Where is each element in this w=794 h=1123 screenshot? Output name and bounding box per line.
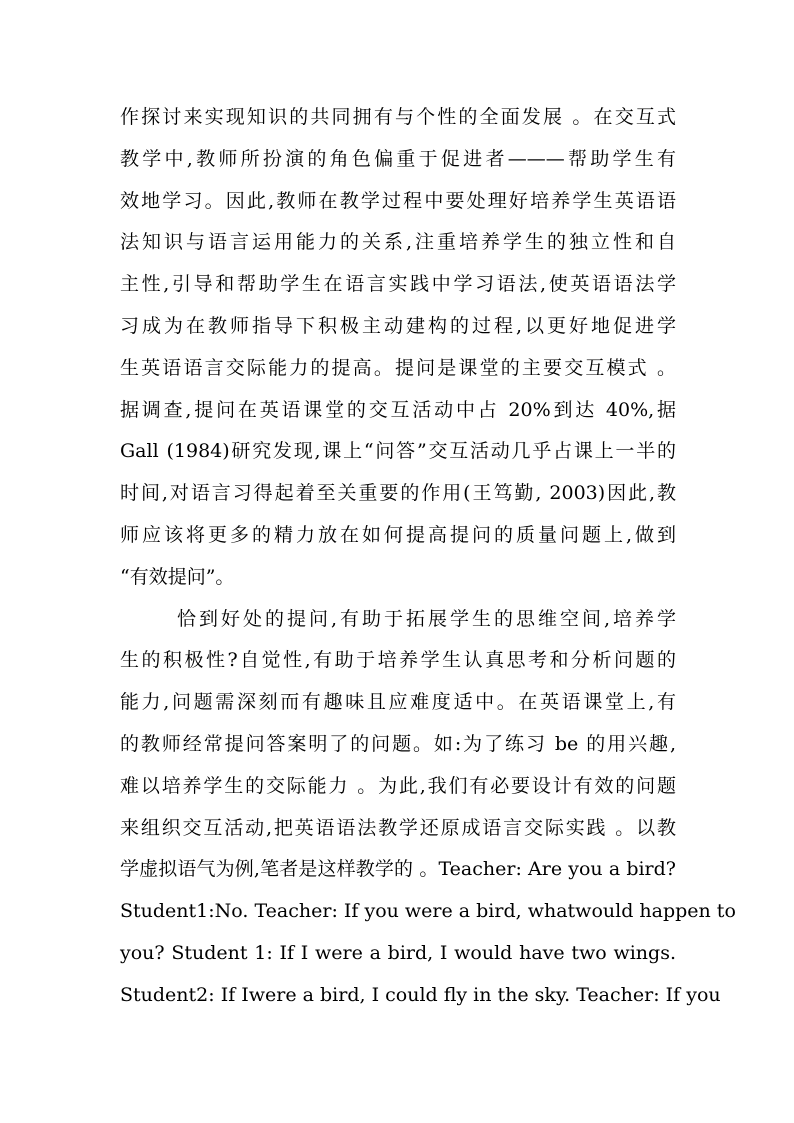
text-line: 法知识与语言运用能力的关系,注重培养学生的独立性和自	[120, 231, 676, 254]
text-line: 的教师经常提问答案明了的问题。如:为了练习 be 的用兴趣,	[120, 732, 676, 755]
text-line: “有效提问”。	[120, 565, 235, 588]
text-line: 习成为在教师指导下积极主动建构的过程,以更好地促进学	[120, 314, 676, 337]
text-line: 学虚拟语气为例,笔者是这样教学的 。Teacher: Are you a bird?	[120, 858, 676, 881]
text-line: 时间,对语言习得起着至关重要的作用(王笃勤, 2003)因此,教	[120, 482, 676, 505]
text-line: 来组织交互活动,把英语语法教学还原成语言交际实践 。以教	[120, 816, 676, 839]
text-line: 难以培养学生的交际能力 。为此,我们有必要设计有效的问题	[120, 774, 676, 797]
text-line: 生英语语言交际能力的提高。提问是课堂的主要交互模式 。	[120, 356, 676, 379]
text-line: 教学中,教师所扮演的角色偏重于促进者———帮助学生有	[120, 147, 676, 170]
text-line: Student1:No. Teacher: If you were a bird, whatwould happen to	[120, 900, 736, 923]
text-line: 效地学习。因此,教师在教学过程中要处理好培养学生英语语	[120, 189, 676, 212]
text-line: 生的积极性?自觉性,有助于培养学生认真思考和分析问题的	[120, 649, 676, 672]
paragraph-start-line: 恰到好处的提问,有助于拓展学生的思维空间,培养学	[177, 607, 676, 630]
text-line: Student2: If Iwere a bird, I could fly in the sky. Teacher: If you	[120, 983, 721, 1006]
body-text	[120, 97, 736, 1017]
text-line: 主性,引导和帮助学生在语言实践中学习语法,使英语语法学	[120, 273, 676, 296]
text-line: you? Student 1: If I were a bird, I would have two wings.	[120, 941, 676, 964]
text-line: 作探讨来实现知识的共同拥有与个性的全面发展 。在交互式	[120, 106, 676, 128]
text-line: 据调查,提问在英语课堂的交互活动中占 20%到达 40%,据	[120, 398, 676, 421]
text-line: Gall (1984)研究发现,课上“问答”交互活动几乎占课上一半的	[120, 440, 676, 463]
text-line: 能力,问题需深刻而有趣味且应难度适中。在英语课堂上,有	[120, 691, 676, 714]
text-line: 师应该将更多的精力放在如何提高提问的质量问题上,做到	[120, 523, 676, 546]
